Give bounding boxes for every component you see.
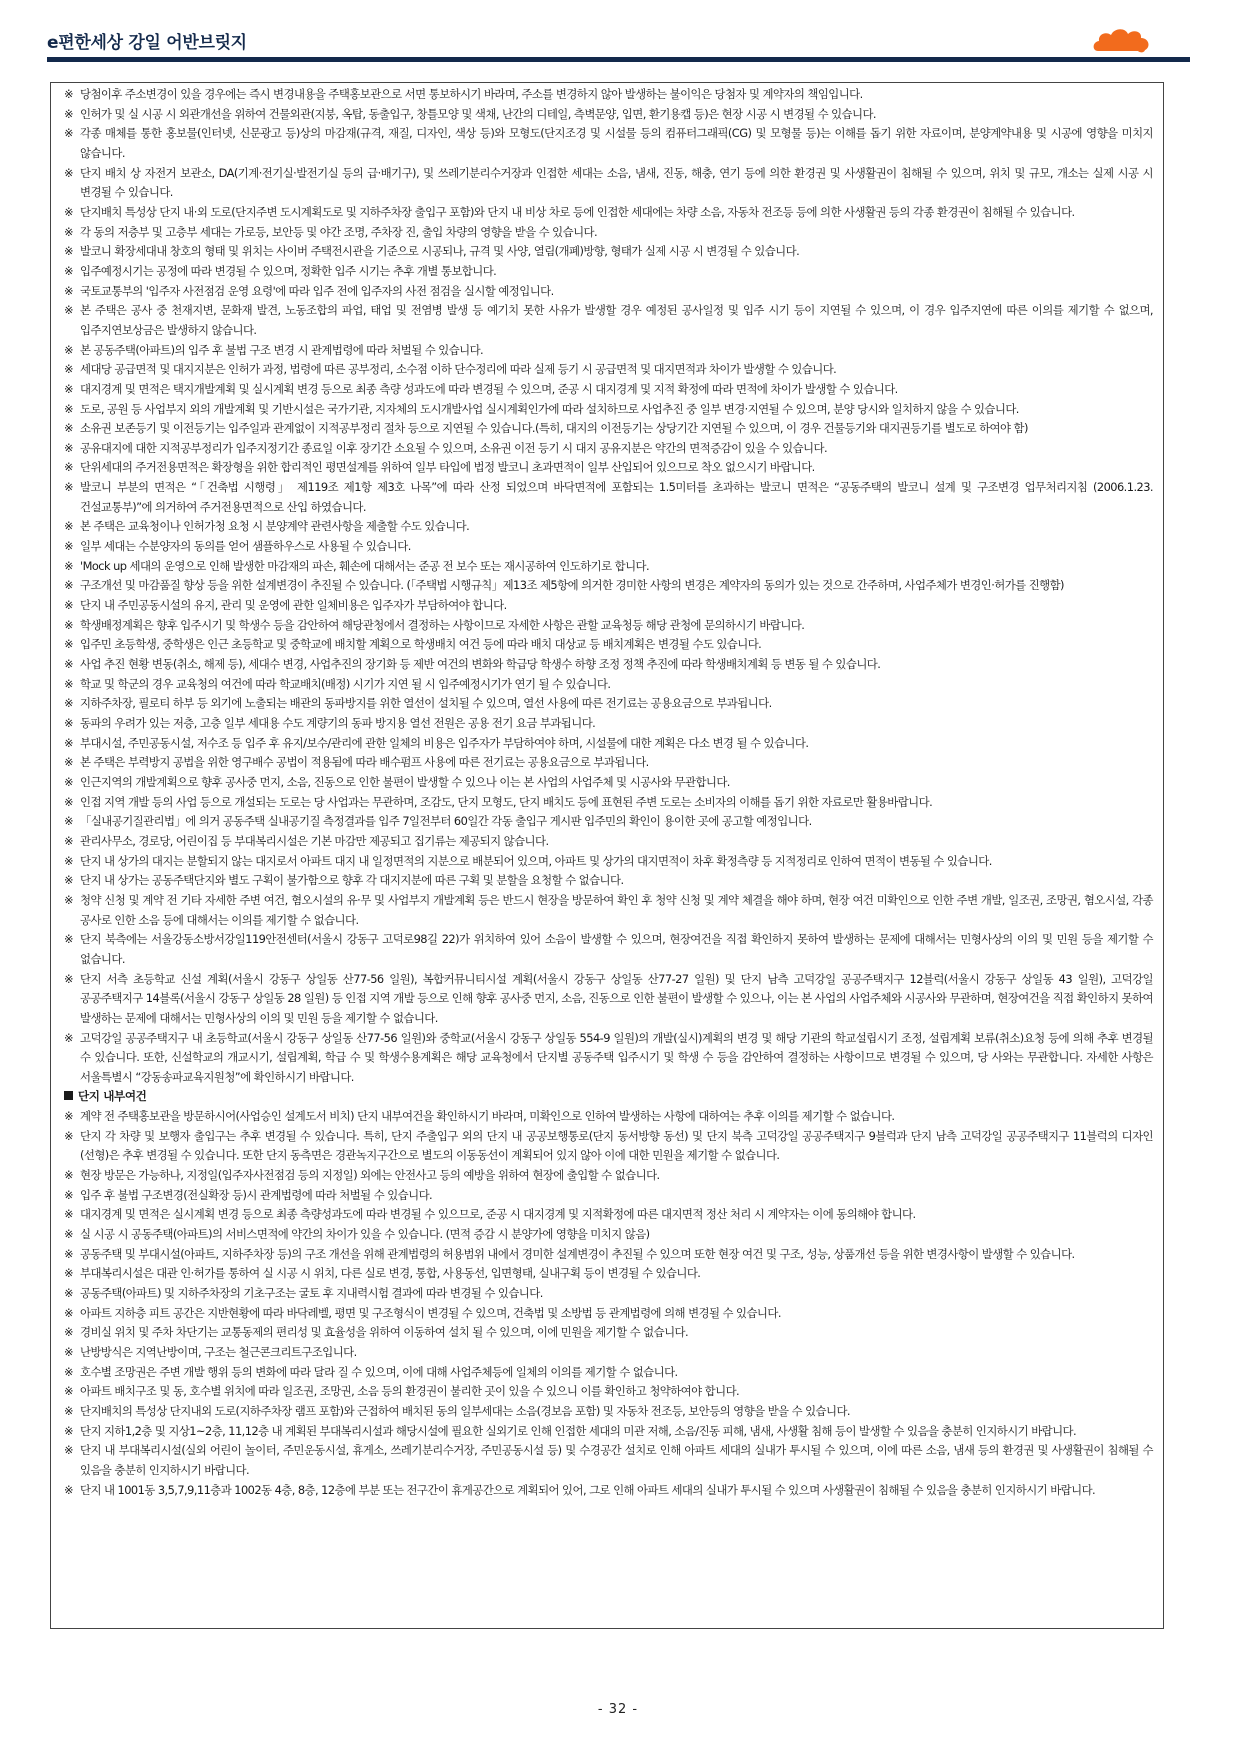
notice-item xyxy=(64,714,1153,734)
reference-mark-icon: ※ xyxy=(64,539,73,554)
reference-mark-icon: ※ xyxy=(64,126,73,141)
notice-item xyxy=(64,282,1153,302)
notice-text: 발코니 부분의 면적은 “「건축법 시행령」 제119조 제1항 제3호 나목”에 따라 산정 되었으며 바닥면적에 포함되는 1.5미터를 초과하는 발코니 면적은 “공동주택의 발코니 설계 및 구조변경 업무처리지침 (2006.1.23. 건설교통부)”에 의거하여 주거전용면적으로 산입 하였습니다. xyxy=(80,480,1153,514)
general-notes-list xyxy=(64,85,1153,1087)
reference-mark-icon: ※ xyxy=(64,774,73,789)
notice-text: 단지 내 상가의 대지는 분할되지 않는 대지로서 아파트 대지 내 일정면적의 지분으로 배분되어 있으며, 아파트 및 상가의 대지면적이 차후 확정측량 등 지적정리로 인하여 면적이 변동될 수 있습니다. xyxy=(80,853,992,868)
notice-item xyxy=(64,341,1153,361)
notice-text: 아파트 지하층 피트 공간은 지반현황에 따라 바닥레벨, 평면 및 구조형식이 변경될 수 있으며, 건축법 및 소방법 등 관계법령에 의해 변경될 수 있습니다. xyxy=(80,1305,781,1320)
notice-item xyxy=(64,694,1153,714)
reference-mark-icon: ※ xyxy=(64,106,73,121)
notice-item xyxy=(64,1029,1153,1088)
notice-item xyxy=(64,1186,1153,1206)
reference-mark-icon: ※ xyxy=(64,1403,73,1418)
notice-item xyxy=(64,478,1153,517)
notice-item xyxy=(64,1304,1153,1324)
notice-text: 본 주택은 부력방지 공법을 위한 영구배수 공법이 적용됨에 따라 배수펌프 사용에 따른 전기료는 공용요금으로 부과됩니다. xyxy=(80,755,649,770)
reference-mark-icon: ※ xyxy=(64,1266,73,1281)
reference-mark-icon: ※ xyxy=(64,853,73,868)
reference-mark-icon: ※ xyxy=(64,165,73,180)
notice-text: 경비실 위치 및 주차 차단기는 교통동제의 편리성 및 효율성을 위하여 이동하여 설치 될 수 있으며, 이에 민원을 제기할 수 없습니다. xyxy=(80,1325,689,1340)
notice-text: 대지경계 및 면적은 실시계획 변경 등으로 최종 측량성과도에 따라 변경될 수 있으므로, 준공 시 대지경계 및 지적확정에 따른 대지면적 정산 처리 시 계약자는 이에 동의해야 합니다. xyxy=(80,1207,916,1222)
notice-text: 본 공동주택(아파트)의 입주 후 불법 구조 변경 시 관계법령에 따라 처벌될 수 있습니다. xyxy=(80,342,484,357)
reference-mark-icon: ※ xyxy=(64,755,73,770)
reference-mark-icon: ※ xyxy=(64,1109,73,1124)
notice-text: 인접 지역 개발 등의 사업 등으로 개설되는 도로는 당 사업과는 무관하며, 조감도, 단지 모형도, 단지 배치도 등에 표현된 주변 도로는 소비자의 이해를 돕기 위한 자료로만 활용바랍니다. xyxy=(80,794,933,809)
notice-text: 본 주택은 교육청이나 인허가청 요청 시 분양계약 관련사항을 제출할 수도 있습니다. xyxy=(80,519,470,534)
notice-text: 국토교통부의 '입주자 사전점검 운영 요령'에 따라 입주 전에 입주자의 사전 점검을 실시할 예정입니다. xyxy=(80,283,554,298)
notice-item xyxy=(64,675,1153,695)
reference-mark-icon: ※ xyxy=(64,362,73,377)
notice-item xyxy=(64,1481,1153,1501)
notice-item xyxy=(64,223,1153,243)
notice-item xyxy=(64,105,1153,125)
notice-item xyxy=(64,262,1153,282)
page-number: - 32 - xyxy=(597,1702,639,1717)
notice-item xyxy=(64,1225,1153,1245)
reference-mark-icon: ※ xyxy=(64,971,73,986)
notice-text: 인허가 및 실 시공 시 외관개선을 위하여 건물외관(지붕, 옥탑, 동출입구, 창틀모양 및 색채, 난간의 디테일, 측벽문양, 입면, 환기용캡 등)은 현장 시공 시 변경될 수 있습니다. xyxy=(80,106,876,121)
reference-mark-icon: ※ xyxy=(64,578,73,593)
notice-text: 고덕강일 공공주택지구 내 초등학교(서울시 강동구 상일동 산77-56 일원)와 중학교(서울시 강동구 상일동 554-9 일원)의 개발(실시)계획의 변경 및 해당 기관의 학교설립시기 조정, 설립계획 보류(취소)요청 등에 의해 추후 변경될 수 있습니다. 또한, 신설학교의 개교시기, 설립계획, 학급 수 및 학생수용계획은 해당 교육청에서 단지별 공동주택 입주시기 및 학생 수 등을 감안하여 결정하는 사항이므로 변경될 수 있으며, 당 사와는 무관합니다. 자세한 사항은 서울특별시 “강동송파교육지원청”에 확인하시기 바랍니다. xyxy=(80,1030,1153,1084)
reference-mark-icon: ※ xyxy=(64,87,73,101)
notice-item xyxy=(64,124,1153,163)
reference-mark-icon: ※ xyxy=(64,204,73,219)
notice-item xyxy=(64,812,1153,832)
reference-mark-icon: ※ xyxy=(64,637,73,652)
reference-mark-icon: ※ xyxy=(64,283,73,298)
notice-item xyxy=(64,1363,1153,1383)
reference-mark-icon: ※ xyxy=(64,440,73,455)
reference-mark-icon: ※ xyxy=(64,1187,73,1202)
reference-mark-icon: ※ xyxy=(64,342,73,357)
notice-text: 단지 서측 초등학교 신설 계획(서울시 강동구 상일동 산77-56 일원), 복합커뮤니티시설 계획(서울시 강동구 상일동 산77-27 일원) 및 단지 남측 고덕강일 공공주택지구 12블럭(서울시 강동구 상일동 43 일원), 고덕강일 공공주택지구 14블록(서울시 강동구 상일동 28 일원) 등 인접 지역 개발 등으로 인해 향후 공사중 먼지, 소음, 진동으로 인한 불편이 발생할 수 있으나, 이는 본 사업의 사업주체와 시공사와 무관하며, 현장여건을 직접 확인하지 못하여 발생하는 문제에 대해서는 민형사상의 이의 및 민원 등을 제기할 수 없습니다. xyxy=(80,971,1153,1025)
reference-mark-icon: ※ xyxy=(64,303,73,318)
reference-mark-icon: ※ xyxy=(64,1207,73,1222)
notice-text: 인근지역의 개발계획으로 향후 공사중 먼지, 소음, 진동으로 인한 불편이 발생할 수 있으나 이는 본 사업의 사업주체 및 시공사와 무관합니다. xyxy=(80,774,730,789)
reference-mark-icon: ※ xyxy=(64,598,73,613)
notice-item xyxy=(64,1323,1153,1343)
section-title-text: 단지 내부여건 xyxy=(78,1089,147,1104)
project-title: e편한세상 강일 어반브릿지 xyxy=(47,33,247,53)
notice-text: 발코니 확장세대내 창호의 형태 및 위치는 사이버 주택전시관을 기준으로 시공되나, 규격 및 사양, 열림(개폐)방향, 형태가 실제 시공 시 변경될 수 있습니다. xyxy=(80,244,800,259)
notice-item xyxy=(64,439,1153,459)
black-square-bullet-icon xyxy=(64,1091,73,1100)
reference-mark-icon: ※ xyxy=(64,716,73,730)
reference-mark-icon: ※ xyxy=(64,1443,73,1458)
reference-mark-icon: ※ xyxy=(64,657,73,672)
notice-item xyxy=(64,517,1153,537)
notice-text: 단지배치 특성상 단지 내·외 도로(단지주변 도시계획도로 및 지하주차장 출입구 포함)와 단지 내 비상 차로 등에 인접한 세대에는 차량 소음, 자동차 전조등 등에 의한 사생활권 등의 각종 환경권이 침해될 수 있습니다. xyxy=(80,204,1075,219)
reference-mark-icon: ※ xyxy=(64,1482,73,1497)
reference-mark-icon: ※ xyxy=(64,480,73,495)
notice-text: 구조개선 및 마감품질 향상 등을 위한 설계변경이 추진될 수 있습니다. (「주택법 시행규칙」제13조 제5항에 의거한 경미한 사항의 변경은 계약자의 동의가 있는 것으로 간주하며, 사업주체가 변경인·허가를 진행함) xyxy=(80,578,1064,593)
notice-text: 공유대지에 대한 지적공부정리가 입주지정기간 종료일 이후 장기간 소요될 수 있으며, 소유권 이전 등기 시 대지 공유지분은 약간의 면적증감이 있을 수 있습니다. xyxy=(80,440,828,455)
notice-item xyxy=(64,734,1153,754)
notice-item xyxy=(64,458,1153,478)
notice-item xyxy=(64,360,1153,380)
section-notes-list xyxy=(64,1107,1153,1500)
notice-text: 소유권 보존등기 및 이전등기는 입주일과 관계없이 지적공부정리 절차 등으로 지연될 수 있습니다.(특히, 대지의 이전등기는 상당기간 지연될 수 있으며, 이 경우 건물등기와 대지권등기를 별도로 하여야 함) xyxy=(80,421,1028,436)
notice-item xyxy=(64,793,1153,813)
notice-item xyxy=(64,1382,1153,1402)
notice-item xyxy=(64,164,1153,203)
notice-text: 세대당 공급면적 및 대지지분은 인허가 과정, 법령에 따른 공부정리, 소수점 이하 단수정리에 따라 실제 등기 시 공급면적 및 대지면적과 차이가 발생할 수 있습니다. xyxy=(80,362,837,377)
reference-mark-icon: ※ xyxy=(64,1384,73,1399)
notice-item xyxy=(64,1245,1153,1265)
reference-mark-icon: ※ xyxy=(64,617,73,632)
notice-text: 입주민 초등학생, 중학생은 인근 초등학교 및 중학교에 배치할 계획으로 학생배치 여건 등에 따라 배치 대상교 등 배치계획은 변경될 수도 있습니다. xyxy=(80,637,762,652)
notice-item xyxy=(64,242,1153,262)
notice-item xyxy=(64,301,1153,340)
notice-item xyxy=(64,1343,1153,1363)
notice-item xyxy=(64,891,1153,930)
notice-item xyxy=(64,871,1153,891)
reference-mark-icon: ※ xyxy=(64,421,73,436)
reference-mark-icon: ※ xyxy=(64,892,73,907)
notice-text: 공동주택 및 부대시설(아파트, 지하주차장 등)의 구조 개선을 위해 관계법령의 허용범위 내에서 경미한 설계변경이 추진될 수 있으며 또한 현장 여건 및 구조, 성능, 상품개선 등을 위한 변경사항이 발생할 수 있습니다. xyxy=(80,1246,1075,1261)
reference-mark-icon: ※ xyxy=(64,1364,73,1379)
notice-text: 입주 후 불법 구조변경(전실확장 등)시 관계법령에 따라 처벌될 수 있습니다. xyxy=(80,1187,433,1202)
notice-item xyxy=(64,753,1153,773)
notice-text: 동파의 우려가 있는 저층, 고층 일부 세대용 수도 계량기의 동파 방지용 열선 전원은 공용 전기 요금 부과됩니다. xyxy=(80,716,596,730)
notice-item xyxy=(64,635,1153,655)
header-divider xyxy=(47,57,1190,62)
notice-box xyxy=(50,82,1164,1629)
notice-item xyxy=(64,1107,1153,1127)
reference-mark-icon: ※ xyxy=(64,381,73,396)
notice-item xyxy=(64,596,1153,616)
reference-mark-icon: ※ xyxy=(64,696,73,711)
notice-item xyxy=(64,832,1153,852)
notice-item xyxy=(64,380,1153,400)
reference-mark-icon: ※ xyxy=(64,519,73,534)
notice-text: 학생배정계획은 향후 입주시기 및 학생수 등을 감안하여 해당관청에서 결정하는 사항이므로 자세한 사항은 관할 교육청등 해당 관청에 문의하시기 바랍니다. xyxy=(80,617,805,632)
notice-item xyxy=(64,1422,1153,1442)
reference-mark-icon: ※ xyxy=(64,224,73,239)
reference-mark-icon: ※ xyxy=(64,814,73,829)
section-heading xyxy=(64,1087,1153,1107)
notice-item xyxy=(64,1402,1153,1422)
reference-mark-icon: ※ xyxy=(64,401,73,416)
notice-item xyxy=(64,930,1153,969)
reference-mark-icon: ※ xyxy=(64,833,73,848)
notice-item xyxy=(64,203,1153,223)
reference-mark-icon: ※ xyxy=(64,460,73,475)
notice-text: 'Mock up 세대의 운영으로 인해 발생한 마감재의 파손, 훼손에 대해서는 준공 전 보수 또는 재시공하여 인도하기로 합니다. xyxy=(80,558,650,573)
notice-text: 대지경계 및 면적은 택지개발계획 및 실시계획 변경 등으로 최종 측량 성과도에 따라 변경될 수 있으며, 준공 시 대지경계 및 지적 확정에 따라 면적에 차이가 발생할 수 있습니다. xyxy=(80,381,898,396)
notice-item xyxy=(64,616,1153,636)
notice-text: 청약 신청 및 계약 전 기타 자세한 주변 여건, 혐오시설의 유·무 및 사업부지 개발계획 등은 반드시 현장을 방문하여 확인 후 청약 신청 및 계약 체결을 해야 하며, 현장 여건 미확인으로 인한 주변 개발, 일조권, 조망권, 혐오시설, 각종 공사로 인한 소음 등에 대해서는 이의를 제기할 수 없습니다. xyxy=(80,892,1153,927)
notice-item xyxy=(64,852,1153,872)
notice-item xyxy=(64,537,1153,557)
reference-mark-icon: ※ xyxy=(64,676,73,691)
notice-text: 단위세대의 주거전용면적은 확장형을 위한 합리적인 평면설계를 위하여 일부 타입에 법정 발코니 초과면적이 일부 산입되어 있으므로 착오 없으시기 바랍니다. xyxy=(80,460,815,475)
notice-item xyxy=(64,1127,1153,1166)
reference-mark-icon: ※ xyxy=(64,244,73,259)
notice-item xyxy=(64,1205,1153,1225)
notice-text: 단지 내 부대복리시설(실외 어린이 놀이터, 주민운동시설, 휴게소, 쓰레기분리수거장, 주민공동시설 등) 및 수경공간 설치로 인해 아파트 세대의 실내가 투시될 수 있으며, 이에 따른 소음, 냄새 등의 환경권 및 사생활권이 침해될 수 있음을 충분히 인지하시기 바랍니다. xyxy=(80,1443,1153,1477)
notice-item xyxy=(64,400,1153,420)
notice-text: 계약 전 주택홍보관을 방문하시어(사업승인 설계도서 비치) 단지 내부여건을 확인하시기 바라며, 미확인으로 인하여 발생하는 사항에 대하여는 추후 이의를 제기할 수 없습니다. xyxy=(80,1109,895,1124)
brand-logo-cloud-icon xyxy=(1091,25,1153,55)
notice-text: 도로, 공원 등 사업부지 외의 개발계획 및 기반시설은 국가기관, 지자체의 도시개발사업 실시계획인가에 따라 설치하므로 사업추진 중 일부 변경·지연될 수 있으며, 분양 당시와 일치하지 않을 수 있습니다. xyxy=(80,401,1019,416)
notice-text: 호수별 조망권은 주변 개발 행위 등의 변화에 따라 달라 질 수 있으며, 이에 대해 사업주체등에 일체의 이의를 제기할 수 없습니다. xyxy=(80,1364,678,1379)
notice-item xyxy=(64,970,1153,1029)
reference-mark-icon: ※ xyxy=(64,794,73,809)
notice-text: 단지 지하1,2층 및 지상1~2층, 11,12층 내 계획된 부대복리시설과 해당시설에 필요한 실외기로 인해 인접한 세대의 미관 저해, 소음/진동 피해, 냄새, 사생활 침해 등이 발생할 수 있음을 충분히 인지하시기 바랍니다. xyxy=(80,1423,1077,1438)
reference-mark-icon: ※ xyxy=(64,1305,73,1320)
notice-text: 공동주택(아파트) 및 지하주차장의 기초구조는 굴토 후 지내력시험 결과에 따라 변경될 수 있습니다. xyxy=(80,1286,543,1301)
notice-text: 지하주차장, 필로티 하부 등 외기에 노출되는 배관의 동파방지를 위한 열선이 설치될 수 있으며, 열선 사용에 따른 전기료는 공용요금으로 부과됩니다. xyxy=(80,696,772,711)
notice-text: 「실내공기질관리법」에 의거 공동주택 실내공기질 측정결과를 입주 7일전부터 60일간 각동 출입구 게시판 입주민의 확인이 용이한 곳에 공고할 예정입니다. xyxy=(80,814,812,829)
notice-text: 입주예정시기는 공정에 따라 변경될 수 있으며, 정확한 입주 시기는 추후 개별 통보합니다. xyxy=(80,263,497,278)
notice-text: 단지배치의 특성상 단지내외 도로(지하주차장 램프 포함)와 근접하여 배치된 동의 일부세대는 소음(경보음 포함) 및 자동차 전조등, 보안등의 영향을 받을 수 있습니다. xyxy=(80,1403,850,1418)
reference-mark-icon: ※ xyxy=(64,873,73,888)
reference-mark-icon: ※ xyxy=(64,1325,73,1340)
notice-item xyxy=(64,557,1153,577)
notice-text: 당첨이후 주소변경이 있을 경우에는 즉시 변경내용을 주택홍보관으로 서면 통보하시기 바라며, 주소를 변경하지 않아 발생하는 불이익은 당첨자 및 계약자의 책임입니다. xyxy=(80,87,863,101)
reference-mark-icon: ※ xyxy=(64,1345,73,1359)
notice-text: 각 동의 저층부 및 고층부 세대는 가로등, 보안등 및 야간 조명, 주차장 진, 출입 차량의 영향을 받을 수 있습니다. xyxy=(80,224,598,239)
reference-mark-icon: ※ xyxy=(64,1030,73,1045)
notice-item xyxy=(64,655,1153,675)
notice-item xyxy=(64,85,1153,105)
notice-text: 난방방식은 지역난방이며, 구조는 철근콘크리트구조입니다. xyxy=(80,1345,357,1359)
notice-item xyxy=(64,773,1153,793)
reference-mark-icon: ※ xyxy=(64,1227,73,1242)
notice-text: 학교 및 학군의 경우 교육청의 여건에 따라 학교배치(배정) 시기가 지연 될 시 입주예정시기가 연기 될 수 있습니다. xyxy=(80,676,611,691)
notice-item xyxy=(64,419,1153,439)
reference-mark-icon: ※ xyxy=(64,558,73,573)
notice-text: 관리사무소, 경로당, 어린이집 등 부대복리시설은 기본 마감만 제공되고 집기류는 제공되지 않습니다. xyxy=(80,833,549,848)
notice-item xyxy=(64,1441,1153,1480)
notice-text: 단지 각 차량 및 보행자 출입구는 추후 변경될 수 있습니다. 특히, 단지 주출입구 외의 단지 내 공공보행통로(단지 동서방향 동선) 및 단지 북측 고덕강일 공공주택지구 9블럭과 단지 남측 고덕강일 공공주택지구 11블럭의 디자인(선형)은 추후 변경될 수 있습니다. 또한 단지 동측면은 경관녹지구간으로 별도의 이동동선이 계획되어 있지 않아 이에 대한 민원을 제기할 수 없습니다. xyxy=(80,1128,1153,1163)
notice-item xyxy=(64,1284,1153,1304)
notice-item xyxy=(64,1264,1153,1284)
page-header xyxy=(0,0,1236,62)
notice-text: 현장 방문은 가능하나, 지정일(입주자사전점검 등의 지정일) 외에는 안전사고 등의 예방을 위하여 현장에 출입할 수 없습니다. xyxy=(80,1168,660,1183)
notice-text: 단지 북측에는 서울강동소방서강일119안전센터(서울시 강동구 고덕로98길 22)가 위치하여 있어 소음이 발생할 수 있으며, 현장여건을 직접 확인하지 못하여 발생하는 문제에 대해서는 민형사상의 이의 및 민원 등을 제기할 수 없습니다. xyxy=(80,932,1153,966)
reference-mark-icon: ※ xyxy=(64,735,73,750)
notice-text: 부대시설, 주민공동시설, 저수조 등 입주 후 유지/보수/관리에 관한 일체의 비용은 입주자가 부담하여야 하며, 시설물에 대한 계획은 다소 변경 될 수 있습니다. xyxy=(80,735,809,750)
reference-mark-icon: ※ xyxy=(64,1128,73,1143)
notice-text: 일부 세대는 수분양자의 동의를 얻어 샘플하우스로 사용될 수 있습니다. xyxy=(80,539,411,554)
notice-text: 실 시공 시 공동주택(아파트)의 서비스면적에 약간의 차이가 있을 수 있습니다. (면적 증감 시 분양가에 영향을 미치지 않음) xyxy=(80,1227,650,1242)
reference-mark-icon: ※ xyxy=(64,1286,73,1301)
notice-text: 단지 내 1001동 3,5,7,9,11층과 1002동 4층, 8층, 12층에 부분 또는 전구간이 휴게공간으로 계획되어 있어, 그로 인해 아파트 세대의 실내가 투시될 수 있으며 사생활권이 침해될 수 있음을 충분히 인지하시기 바랍니다. xyxy=(80,1482,1096,1497)
notice-text: 사업 추진 현황 변동(취소, 해제 등), 세대수 변경, 사업추진의 장기화 등 제반 여건의 변화와 학급당 학생수 하향 조정 정책 추진에 따라 학생배치계획 등 변동 될 수 있습니다. xyxy=(80,657,881,672)
notice-text: 아파트 배치구조 및 동, 호수별 위치에 따라 일조권, 조망권, 소음 등의 환경권이 불리한 곳이 있을 수 있으니 이를 확인하고 청약하여야 합니다. xyxy=(80,1384,740,1399)
reference-mark-icon: ※ xyxy=(64,1168,73,1183)
notice-text: 부대복리시설은 대관 인·허가를 통하여 실 시공 시 위치, 다른 실로 변경, 통합, 사용동선, 입면형태, 실내구획 등이 변경될 수 있습니다. xyxy=(80,1266,701,1281)
notice-text: 각종 매체를 통한 홍보물(인터넷, 신문광고 등)상의 마감재(규격, 재질, 디자인, 색상 등)와 모형도(단지조경 및 시설물 등의 컴퓨터그래픽(CG) 및 모형물 등)는 이해를 돕기 위한 자료이며, 분양계약내용 및 시공에 영향을 미치지 않습니다. xyxy=(80,126,1153,160)
reference-mark-icon: ※ xyxy=(64,932,73,947)
reference-mark-icon: ※ xyxy=(64,263,73,278)
notice-text: 단지 내 주민공동시설의 유지, 관리 및 운영에 관한 일체비용은 입주자가 부담하여야 합니다. xyxy=(80,598,507,613)
notice-item xyxy=(64,576,1153,596)
notice-text: 단지 배치 상 자전거 보관소, DA(기계·전기실·발전기실 등의 급·배기구), 및 쓰레기분리수거장과 인접한 세대는 소음, 냄새, 진동, 해충, 연기 등에 의한 환경권 및 사생활권이 침해될 수 있으며, 위치 및 규모, 개소는 실제 시공 시 변경될 수 있습니다. xyxy=(80,165,1153,200)
reference-mark-icon: ※ xyxy=(64,1246,73,1261)
reference-mark-icon: ※ xyxy=(64,1423,73,1438)
notice-text: 본 주택은 공사 중 천재지변, 문화재 발견, 노동조합의 파업, 태업 및 전염병 발생 등 예기치 못한 사유가 발생할 경우 예정된 공사일정 및 입주 시기 등이 지연될 수 있으며, 이 경우 입주지연에 따른 이의를 제기할 수 없으며, 입주지연보상금은 발생하지 않습니다. xyxy=(80,303,1153,337)
notice-item xyxy=(64,1166,1153,1186)
notice-text: 단지 내 상가는 공동주택단지와 별도 구획이 불가함으로 향후 각 대지지분에 따른 구획 및 분할을 요청할 수 없습니다. xyxy=(80,873,624,888)
